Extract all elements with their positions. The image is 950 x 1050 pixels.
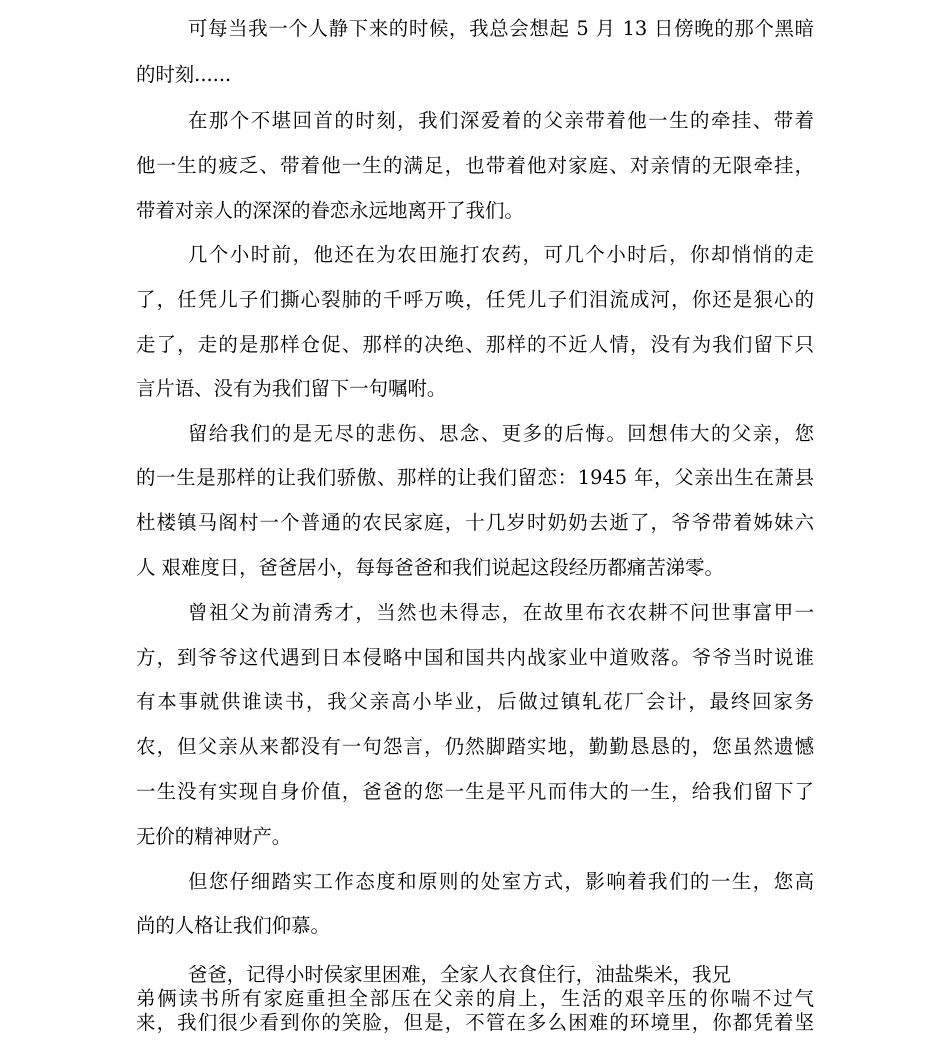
text-line: 他一生的疲乏、带着他一生的满足，也带着他对家庭、对亲情的无限牵挂， bbox=[136, 154, 814, 177]
text-line: 留给我们的是无尽的悲伤、思念、更多的后悔。回想伟大的父亲，您 bbox=[188, 422, 814, 445]
text-line: 曾祖父为前清秀才，当然也未得志，在故里布衣农耕不问世事富甲一 bbox=[188, 601, 814, 624]
text-line: 在那个不堪回首的时刻，我们深爱着的父亲带着他一生的牵挂、带着 bbox=[188, 109, 814, 132]
text-line: 几个小时前，他还在为农田施打农药，可几个小时后，你却悄悄的走 bbox=[188, 243, 814, 266]
text-line: 弟俩读书所有家庭重担全部压在父亲的肩上，生活的艰辛压的你喘不过气 bbox=[136, 987, 814, 1010]
text-line: 尚的人格让我们仰慕。 bbox=[136, 914, 330, 937]
text-line: 爸爸，记得小时侯家里困难，全家人衣食住行，油盐柴米，我兄 bbox=[188, 963, 731, 986]
text-line: 农，但父亲从来都没有一句怨言，仍然脚踏实地，勤勤恳恳的，您虽然遗憾 bbox=[136, 735, 814, 758]
text-line: 言片语、没有为我们留下一句嘱咐。 bbox=[136, 377, 447, 400]
text-line: 可每当我一个人静下来的时候，我总会想起 5 月 13 日傍晚的那个黑暗 bbox=[188, 17, 814, 40]
text-line: 无价的精神财产。 bbox=[136, 825, 292, 848]
text-line: 了，任凭儿子们撕心裂肺的千呼万唤，任凭儿子们泪流成河，你还是狠心的 bbox=[136, 288, 814, 311]
text-line: 走了，走的是那样仓促、那样的决绝、那样的不近人情，没有为我们留下只 bbox=[136, 333, 814, 356]
text-line: 来，我们很少看到你的笑脸，但是，不管在多么困难的环境里，你都凭着坚 bbox=[136, 1011, 814, 1034]
text-line: 一生没有实现自身价值，爸爸的您一生是平凡而伟大的一生，给我们留下了 bbox=[136, 780, 814, 803]
text-line: 但您仔细踏实工作态度和原则的处室方式，影响着我们的一生，您高 bbox=[188, 870, 814, 893]
text-line: 方，到爷爷这代遇到日本侵略中国和国共内战家业中道败落。爷爷当时说谁 bbox=[136, 646, 814, 669]
text-line: 人 艰难度日，爸爸居小，每每爸爸和我们说起这段经历都痛苦涕零。 bbox=[136, 556, 724, 579]
text-line: 有本事就供谁读书，我父亲高小毕业，后做过镇轧花厂会计，最终回家务 bbox=[136, 690, 814, 713]
text-line: 的一生是那样的让我们骄傲、那样的让我们留恋：1945 年，父亲出生在萧县 bbox=[136, 466, 814, 489]
text-line: 的时刻...... bbox=[136, 63, 232, 86]
text-line: 杜楼镇马阁村一个普通的农民家庭，十几岁时奶奶去逝了，爷爷带着姊妹六 bbox=[136, 511, 814, 534]
text-line: 带着对亲人的深深的眷恋永远地离开了我们。 bbox=[136, 199, 524, 222]
